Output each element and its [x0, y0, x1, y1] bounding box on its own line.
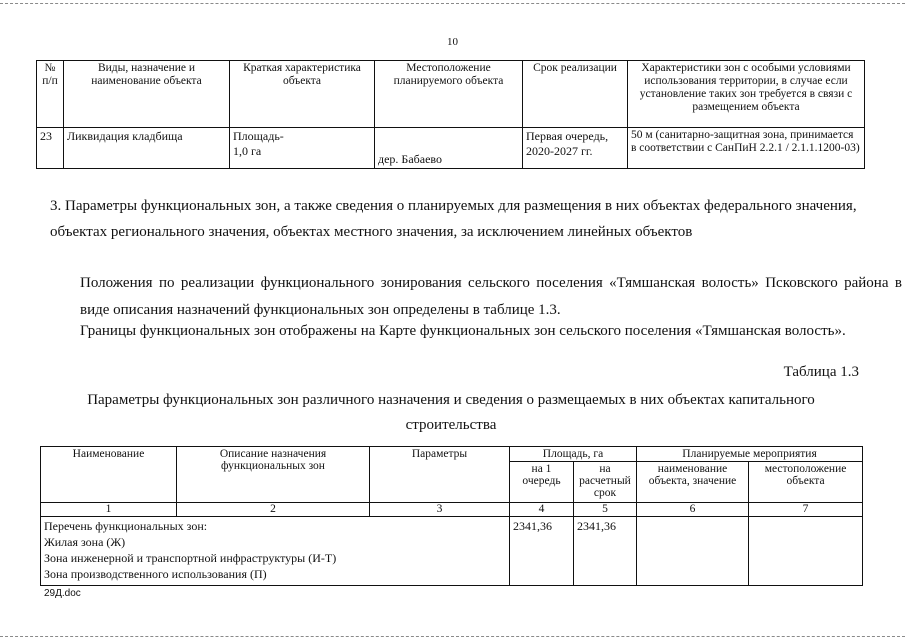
objects-table-header: [37, 61, 865, 128]
header-planned-name: наименование объекта, значение: [637, 462, 749, 503]
area-calc-value: 2341,36: [574, 517, 637, 586]
col-number-2: 2: [177, 503, 370, 517]
header-characteristic: Краткая характеристика объекта: [230, 61, 375, 128]
zones-table-column-numbers: [41, 503, 863, 517]
header-area-calc: на расчетный срок: [574, 462, 637, 503]
header-area: Площадь, га: [510, 447, 637, 462]
table-row: [41, 517, 863, 586]
zone-industrial: Зона производственного использования (П): [44, 567, 267, 581]
table-caption: Параметры функциональных зон различного назначения и сведения о размещаемых в них объектах капитального строительства: [87, 392, 815, 433]
col-number-5: 5: [574, 503, 637, 517]
zones-table-header-row1: [41, 447, 863, 462]
section-heading: 3. Параметры функциональных зон, а также сведения о планируемых для размещения в них объектах федерального значения, объектах регионального значения, объектах местного значения, за исключением линейных объектов: [50, 198, 857, 240]
zones-list: [41, 517, 510, 586]
header-area-first: на 1 очередь: [510, 462, 574, 503]
page-number: 10: [447, 36, 458, 48]
header-planned-location: местоположение объекта: [749, 462, 863, 503]
paragraph-borders: Границы функциональных зон отображены на Карте функциональных зон сельского поселения «Тямшанская волость».: [80, 323, 846, 339]
row-zone: 50 м (санитарно-защитная зона, принимается в соответствии с СанПиН 2.2.1 / 2.1.1.1200-03): [628, 128, 865, 169]
header-zone-name: Наименование: [41, 447, 177, 503]
col-number-3: 3: [370, 503, 510, 517]
row-name: Ликвидация кладбища: [64, 128, 230, 169]
header-term: Срок реализации: [523, 61, 628, 128]
header-zones: Характеристики зон с особыми условиями использования территории, в случае если установление таких зон требуется в связи с размещением объекта: [628, 61, 865, 128]
row-num: 23: [37, 128, 64, 169]
zones-list-title: Перечень функциональных зон:: [44, 519, 208, 533]
scan-bottom-edge: [0, 636, 905, 637]
row-characteristic-line1: Площадь-: [233, 129, 284, 143]
header-name: Виды, назначение и наименование объекта: [64, 61, 230, 128]
zones-table: [40, 446, 863, 586]
col-number-1: 1: [41, 503, 177, 517]
row-characteristic-line2: 1,0 га: [233, 144, 262, 158]
table-label: Таблица 1.3: [783, 364, 859, 380]
header-zone-description: Описание назначения функциональных зон: [177, 447, 370, 503]
zone-residential: Жилая зона (Ж): [44, 535, 126, 549]
header-location: Местоположение планируемого объекта: [375, 61, 523, 128]
objects-table: [36, 60, 865, 169]
col-number-6: 6: [637, 503, 749, 517]
planned-name-cell: [637, 517, 749, 586]
header-planned: Планируемые мероприятия: [637, 447, 863, 462]
zone-infrastructure: Зона инженерной и транспортной инфраструктуры (И-Т): [44, 551, 337, 565]
table-row: [37, 128, 865, 169]
col-number-7: 7: [749, 503, 863, 517]
area-first-value: 2341,36: [510, 517, 574, 586]
row-term: Первая очередь, 2020-2027 гг.: [523, 128, 628, 169]
planned-location-cell: [749, 517, 863, 586]
paragraph-zoning: Положения по реализации функционального зонирования сельского поселения «Тямшанская волость» Псковского района в виде описания назначений функциональных зон определены в таблице 1.3.: [80, 275, 902, 318]
row-location: дер. Бабаево: [375, 128, 523, 169]
header-zone-params: Параметры: [370, 447, 510, 503]
row-characteristic: [230, 128, 375, 169]
file-name: 29Д.doc: [44, 588, 81, 599]
scan-top-edge: [0, 3, 905, 4]
header-num: № п/п: [37, 61, 64, 128]
col-number-4: 4: [510, 503, 574, 517]
